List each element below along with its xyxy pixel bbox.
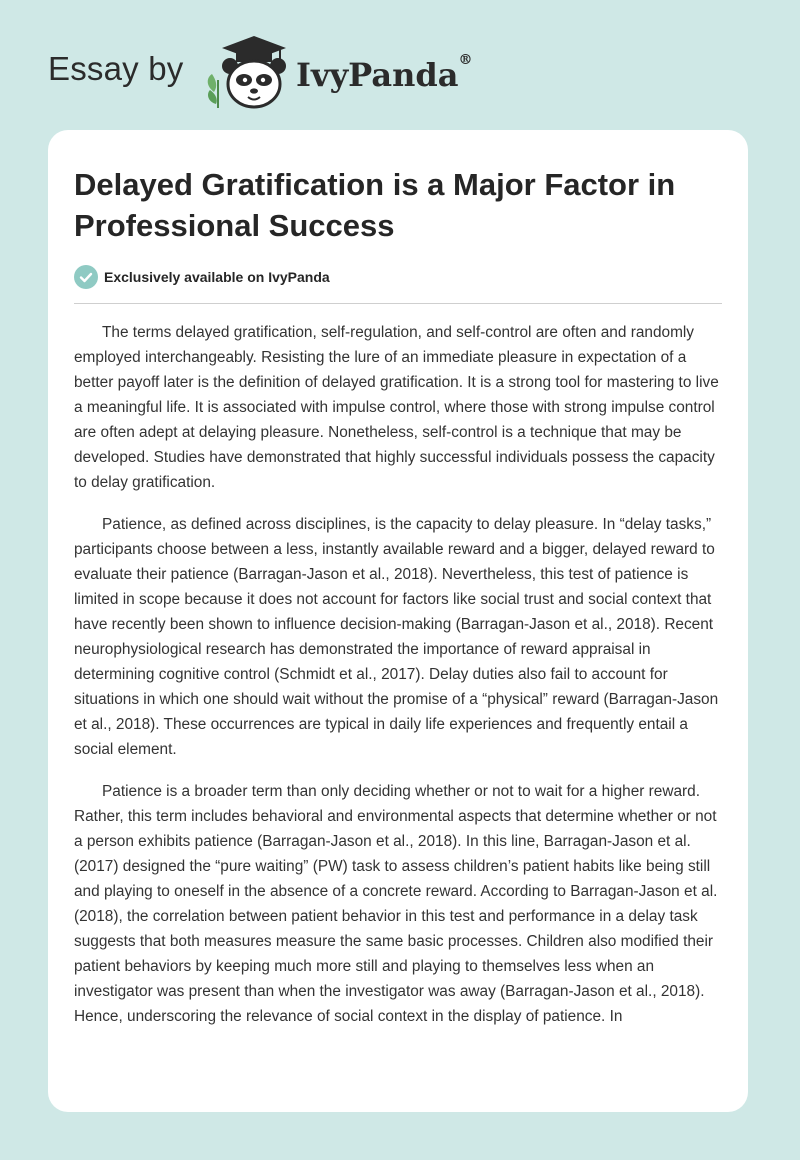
article-title: Delayed Gratification is a Major Factor in Professional Success [74, 167, 676, 243]
brand-name-text: IvyPanda [296, 56, 459, 94]
paragraph: The terms delayed gratification, self-regulation, and self-control are often and randomly employed interchangeably. Resisting the lure of an immediate pleasure in expectation of a better payoff later is the definition of delayed gratification. It is a strong tool for mastering to live a meaningful life. It is associated with impulse control, where those with strong impulse control are often adept at delaying pleasure. Nonetheless, self-control is a technique that may be developed. Studies have demonstrated that highly successful individuals possess the capacity to delay gratification. [74, 324, 719, 491]
exclusive-badge [74, 264, 330, 290]
panda-graduate-icon[interactable] [200, 34, 292, 110]
badge-text: Exclusively available on IvyPanda [104, 269, 330, 285]
article-card [48, 130, 748, 1112]
paragraph: Patience, as defined across disciplines, is the capacity to delay pleasure. In “delay tasks,” participants choose between a less, instantly available reward and a bigger, delayed reward to evaluate their patience (Barragan-Jason et al., 2018). Nevertheless, this test of patience is limited in scope because it does not account for factors like social trust and social context that have recently been shown to influence decision-making (Barragan-Jason et al., 2018). Recent neurophysiological research has demonstrated the importance of reward appraisal in determining cognitive control (Schmidt et al., 2017). Delay duties also fail to account for situations in which one should wait without the promise of a “physical” reward (Barragan-Jason et al., 2018). These occurrences are typical in daily life experiences and frequently entail a social element. [74, 516, 719, 758]
registered-mark: ® [458, 52, 473, 68]
site-header [0, 0, 800, 130]
check-circle-icon [74, 265, 98, 289]
paragraph: Patience is a broader term than only deciding whether or not to wait for a higher reward. Rather, this term includes behavioral and environmental aspects that determine whether or not a person exhibits patience (Barragan-Jason et al., 2018). In this line, Barragan-Jason et al. (2017) designed the “pure waiting” (PW) task to assess children’s patient habits like being still and playing to oneself in the absence of a concrete reward. According to Barragan-Jason et al. (2018), the correlation between patient behavior in this test and performance in a delay task suggests that both measures measure the same basic processes. Children also modified their patient behaviors by keeping much more still and playing to themselves less when an investigator was present than when the investigator was away (Barragan-Jason et al., 2018). Hence, underscoring the relevance of social context in the display of patience. In [74, 783, 718, 1025]
brand-prefix: Essay by [48, 50, 184, 87]
article-body [74, 320, 729, 1046]
brand-name[interactable] [296, 52, 473, 94]
divider [74, 303, 722, 304]
